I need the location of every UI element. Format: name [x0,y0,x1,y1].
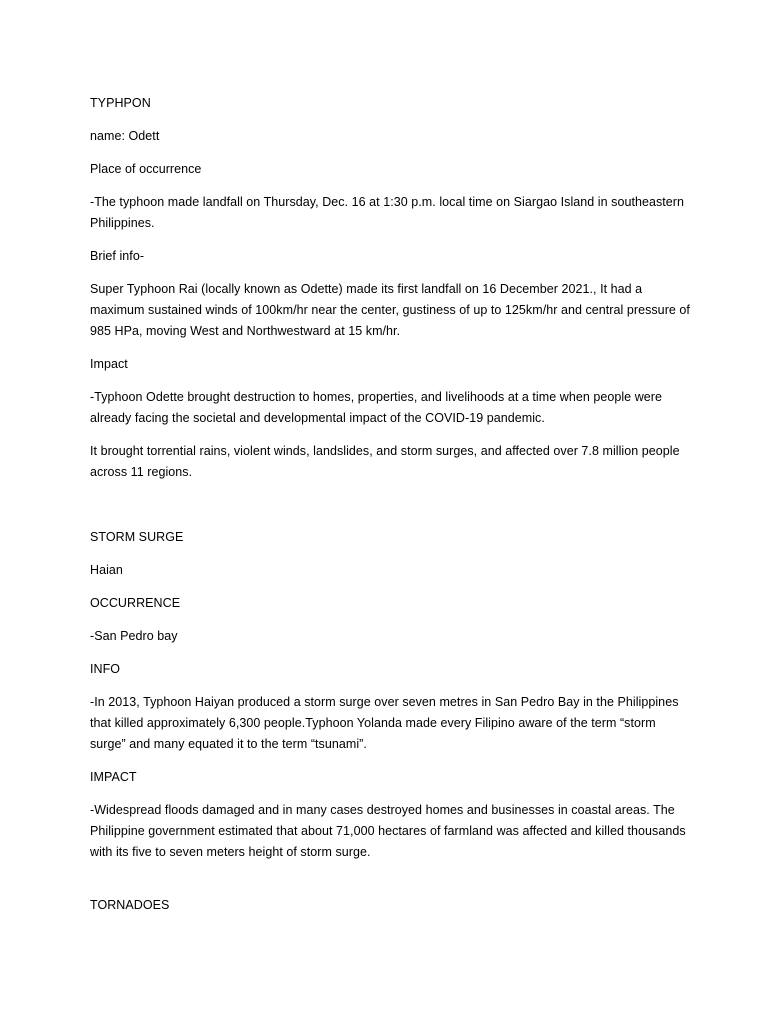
typhoon-impact-text-2: It brought torrential rains, violent winds, landslides, and storm surges, and affected over 7.8 million people across 11 regions. [90,444,680,479]
storm-surge-name: Haian [90,563,123,577]
storm-surge-info-label: INFO [90,662,121,676]
brief-info-label: Brief info- [90,249,145,263]
storm-surge-occurrence-text: -San Pedro bay [90,629,178,643]
typhoon-impact-text-1: -Typhoon Odette brought destruction to homes, properties, and livelihoods at a time when people were already facing the societal and developmental impact of the COVID-19 pandemic. [90,390,663,425]
place-of-occurrence-text: -The typhoon made landfall on Thursday, Dec. 16 at 1:30 p.m. local time on Siargao Island in southeastern Philippines. [90,195,685,230]
typhoon-heading: TYPHPON [90,96,151,110]
place-of-occurrence-label: Place of occurrence [90,162,202,176]
brief-info-text: Super Typhoon Rai (locally known as Odette) made its first landfall on 16 December 2021., It had a maximum sustained winds of 100km/hr near the center, gustiness of up to 125km/hr and central pressure of 985 HPa, moving West and Northwestward at 15 km/hr. [90,282,690,338]
typhoon-name: name: Odett [90,129,160,143]
typhoon-impact-label: Impact [90,357,128,371]
tornadoes-heading: TORNADOES [90,898,170,912]
section-spacer [90,875,690,895]
storm-surge-heading: STORM SURGE [90,530,184,544]
storm-surge-impact-text: -Widespread floods damaged and in many cases destroyed homes and businesses in coastal areas. The Philippine government estimated that about 71,000 hectares of farmland was affected and killed thousands with its five to seven meters height of storm surge. [90,803,686,859]
document-page [90,93,690,928]
storm-surge-impact-label: IMPACT [90,770,137,784]
storm-surge-occurrence-label: OCCURRENCE [90,596,181,610]
section-spacer [90,495,690,527]
storm-surge-info-text: -In 2013, Typhoon Haiyan produced a storm surge over seven metres in San Pedro Bay in the Philippines that killed approximately 6,300 people.Typhoon Yolanda made every Filipino aware of the term “storm surge” and many equated it to the term “tsunami”. [90,695,679,751]
